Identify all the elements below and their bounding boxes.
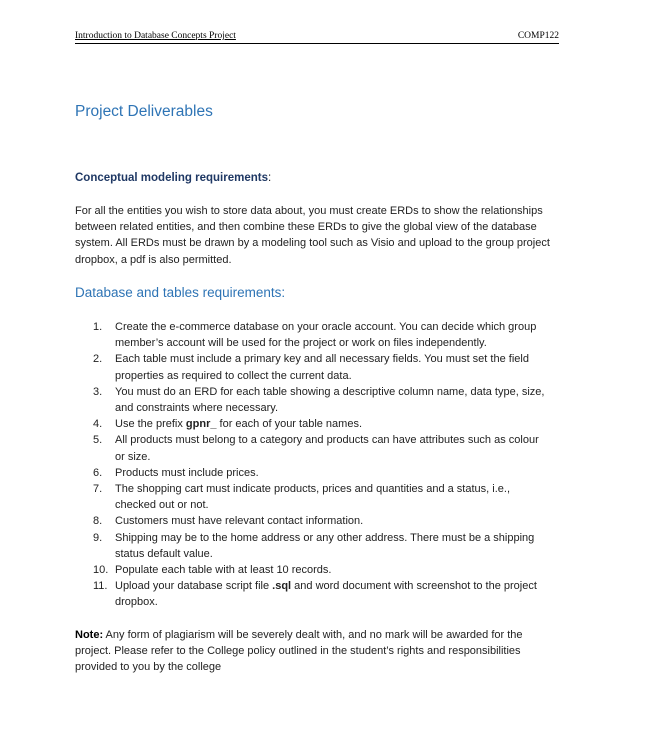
plagiarism-note	[75, 627, 595, 676]
paragraph-line: system. All ERDs must be drawn by a modeling tool such as Visio and upload to the group project	[75, 237, 550, 250]
list-item	[93, 465, 593, 481]
note-line: provided to you by the college	[75, 661, 222, 674]
header-course-title: Introduction to Database Concepts Project	[75, 31, 236, 41]
list-item	[93, 513, 593, 529]
conceptual-heading-colon: :	[267, 172, 272, 184]
list-item-line: Shipping may be to the home address or any other address. There must be a shipping	[115, 531, 535, 544]
list-item-line: Products must include prices.	[115, 466, 259, 479]
list-item-number: 5.	[93, 434, 103, 447]
table-prefix-code: gpnr_	[185, 418, 217, 431]
requirements-list	[93, 319, 593, 611]
list-item-number: 3.	[93, 385, 103, 398]
paragraph-line: between related entities, and then combine these ERDs to give the global view of the database	[75, 221, 537, 234]
note-line: project. Please refer to the College policy outlined in the student’s rights and responsibilities	[75, 645, 521, 658]
list-item-number: 4.	[93, 418, 103, 431]
list-item	[93, 481, 593, 513]
conceptual-paragraph	[75, 203, 595, 268]
list-item-number: 1.	[93, 321, 103, 333]
page-title: Project Deliverables	[75, 103, 213, 120]
list-item-line: Each table must include a primary key and all necessary fields. You must set the field	[115, 353, 529, 366]
list-item	[93, 384, 593, 416]
list-item	[93, 319, 593, 351]
list-item-number: 10.	[93, 564, 109, 577]
note-label: Note:	[75, 629, 104, 641]
paragraph-line: For all the entities you wish to store data about, you must create ERDs to show the relationships	[75, 205, 543, 217]
list-item-line: or size.	[115, 450, 151, 463]
list-item-number: 2.	[93, 353, 103, 366]
list-item-line: You must do an ERD for each table showing a descriptive column name, data type, size,	[115, 385, 545, 398]
list-item-line: Create the e-commerce database on your oracle account. You can decide which group	[115, 321, 537, 333]
list-item-line: status default value.	[115, 547, 213, 560]
list-item-line: checked out or not.	[115, 499, 209, 512]
list-item-number: 9.	[93, 531, 103, 544]
sql-file-extension: .sql	[272, 580, 292, 593]
page-header	[75, 31, 559, 44]
list-item-line: and constraints where necessary.	[115, 402, 279, 415]
note-line	[75, 627, 595, 643]
paragraph-line: dropbox, a pdf is also permitted.	[75, 253, 232, 266]
list-item	[93, 416, 593, 432]
list-item	[93, 432, 593, 464]
database-heading: Database and tables requirements:	[75, 285, 286, 300]
list-item-line	[115, 416, 593, 432]
list-item-text: Upload your database script file	[115, 580, 273, 593]
list-item-number: 8.	[93, 515, 103, 528]
conceptual-heading	[75, 172, 271, 184]
note-text: Any form of plagiarism will be severely dealt with, and no mark will be awarded for the	[103, 629, 523, 641]
list-item-number: 6.	[93, 466, 103, 479]
list-item-number: 11.	[93, 580, 108, 593]
conceptual-heading-text: Conceptual modeling requirements	[75, 172, 268, 184]
list-item	[93, 578, 593, 610]
list-item-line: The shopping cart must indicate products, prices and quantities and a status, i.e.,	[115, 483, 511, 496]
list-item-line: All products must belong to a category and products can have attributes such as colour	[115, 434, 539, 447]
list-item	[93, 530, 593, 562]
list-item	[93, 562, 593, 578]
list-item-line	[115, 578, 593, 594]
list-item	[93, 351, 593, 383]
list-item-line: member’s account will be used for the project or work on files independently.	[115, 337, 487, 350]
list-item-text: for each of your table names.	[216, 418, 363, 431]
list-item-line: Populate each table with at least 10 records.	[115, 564, 332, 577]
list-item-line: properties as required to collect the current data.	[115, 369, 352, 382]
list-item-line: dropbox.	[115, 596, 158, 609]
list-item-line: Customers must have relevant contact information.	[115, 515, 364, 528]
list-item-text: Use the prefix	[115, 418, 186, 431]
list-item-number: 7.	[93, 483, 103, 496]
list-item-text: and word document with screenshot to the project	[291, 580, 537, 593]
header-course-code: COMP122	[517, 31, 559, 41]
